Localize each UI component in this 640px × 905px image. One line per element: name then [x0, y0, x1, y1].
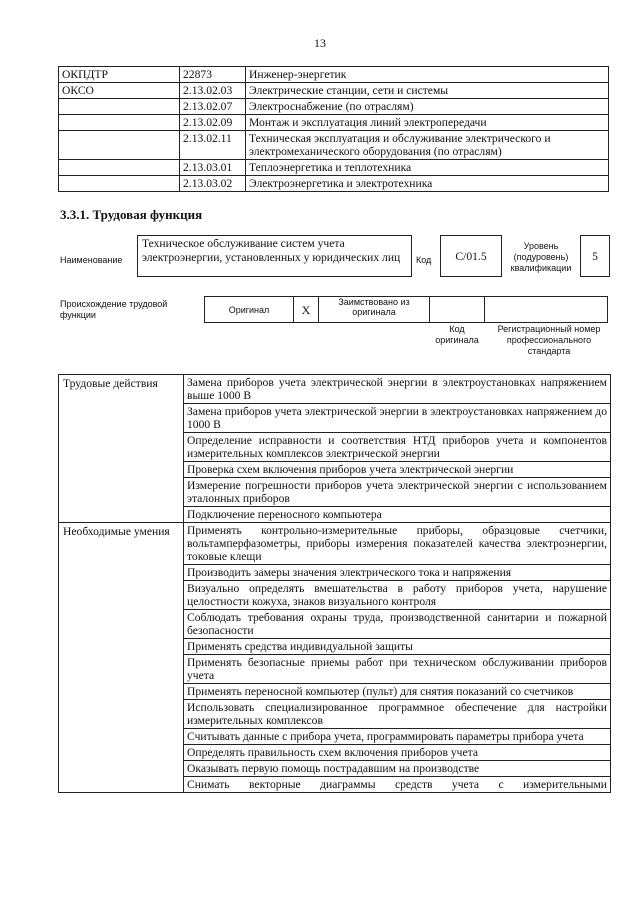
labor-action-item: Измерение погрешности приборов учета электрической энергии с использованием эталонных приборов: [184, 478, 611, 507]
required-skill-item: Визуально определять вмешательства в работу приборов учета, нарушение целостности кожуха, знаков визуального контроля: [184, 581, 611, 610]
required-skill-heading: Необходимые умения: [59, 523, 184, 793]
classification-code: 2.13.03.01: [180, 160, 246, 176]
qualification-level: 5: [580, 235, 610, 277]
page-number: 13: [314, 36, 326, 50]
required-skill-item: Соблюдать требования охраны труда, производственной санитарии и пожарной безопасности: [184, 610, 611, 639]
required-skill-item: Определять правильность схем включения приборов учета: [184, 745, 611, 761]
classification-code: 2.13.03.02: [180, 176, 246, 192]
required-skill-item: Применять средства индивидуальной защиты: [184, 639, 611, 655]
classification-row: [59, 160, 609, 176]
classification-name: Монтаж и эксплуатация линий электропередачи: [246, 115, 609, 131]
labor-action-row: [59, 375, 611, 404]
origin-code-label: Код оригинала: [435, 324, 479, 345]
function-details-table: [58, 374, 611, 793]
classification-system: ОКПДТР: [59, 67, 180, 83]
name-label: Наименование: [60, 255, 123, 265]
classification-row: [59, 99, 609, 115]
labor-action-item: Замена приборов учета электрической энергии в электроустановках напряжением выше 1000 В: [184, 375, 611, 404]
reg-number-cell: [485, 297, 608, 323]
labor-action-item: Замена приборов учета электрической энергии в электроустановках напряжением до 1000 В: [184, 404, 611, 433]
classification-system: [59, 160, 180, 176]
classification-system: [59, 176, 180, 192]
required-skill-item: Снимать векторные диаграммы средств учета с измерительными: [184, 777, 611, 793]
classification-table: [58, 66, 609, 192]
classification-name: Теплоэнергетика и теплотехника: [246, 160, 609, 176]
origin-code-cell: [430, 297, 485, 323]
function-name: Техническое обслуживание систем учета электроэнергии, установленных у юридических лиц: [137, 235, 412, 277]
classification-system: [59, 115, 180, 131]
classification-name: Электроэнергетика и электротехника: [246, 176, 609, 192]
labor-action-item: Определение исправности и соответствия НТД приборов учета и компонентов измерительных комплексов электрической энергии: [184, 433, 611, 462]
classification-row: [59, 67, 609, 83]
origin-mark: X: [294, 297, 319, 323]
labor-action-item: Подключение переносного компьютера: [184, 507, 611, 523]
classification-name: Электроснабжение (по отраслям): [246, 99, 609, 115]
required-skill-row: [59, 523, 611, 565]
origin-original: Оригинал: [205, 297, 294, 323]
classification-row: [59, 176, 609, 192]
classification-row: [59, 115, 609, 131]
origin-borrowed: Заимствовано из оригинала: [319, 297, 430, 323]
classification-system: [59, 131, 180, 160]
code-label: Код: [416, 255, 432, 265]
classification-row: [59, 131, 609, 160]
qualification-level-label: Уровень (подуровень) квалификации: [510, 241, 572, 273]
required-skill-item: Применять безопасные приемы работ при техническом обслуживании приборов учета: [184, 655, 611, 684]
function-code: С/01.5: [440, 235, 502, 277]
origin-label: Происхождение трудовой функции: [60, 299, 168, 320]
classification-name: Инженер-энергетик: [246, 67, 609, 83]
labor-action-heading: Трудовые действия: [59, 375, 184, 523]
reg-number-label: Регистрационный номер профессионального стандарта: [497, 324, 601, 356]
classification-name: Электрические станции, сети и системы: [246, 83, 609, 99]
required-skill-item: Применять переносной компьютер (пульт) для снятия показаний со счетчиков: [184, 684, 611, 700]
classification-system: ОКСО: [59, 83, 180, 99]
required-skill-item: Считывать данные с прибора учета, программировать параметры прибора учета: [184, 729, 611, 745]
required-skill-item: Применять контрольно-измерительные приборы, образцовые счетчики, вольтамперфазометры, приборы измерения показателей качества электроэнергии, токовые клещи: [184, 523, 611, 565]
section-title: 3.3.1. Трудовая функция: [60, 207, 203, 222]
required-skill-item: Производить замеры значения электрического тока и напряжения: [184, 565, 611, 581]
classification-code: 2.13.02.11: [180, 131, 246, 160]
origin-table: [204, 296, 608, 323]
classification-name: Техническая эксплуатация и обслуживание электрического и электромеханического оборудования (по отраслям): [246, 131, 609, 160]
classification-code: 2.13.02.03: [180, 83, 246, 99]
required-skill-item: Использовать специализированное программное обеспечение для настройки измерительных комплексов: [184, 700, 611, 729]
classification-code: 2.13.02.09: [180, 115, 246, 131]
classification-code: 22873: [180, 67, 246, 83]
classification-code: 2.13.02.07: [180, 99, 246, 115]
labor-action-item: Проверка схем включения приборов учета электрической энергии: [184, 462, 611, 478]
classification-row: [59, 83, 609, 99]
required-skill-item: Оказывать первую помощь пострадавшим на производстве: [184, 761, 611, 777]
classification-system: [59, 99, 180, 115]
